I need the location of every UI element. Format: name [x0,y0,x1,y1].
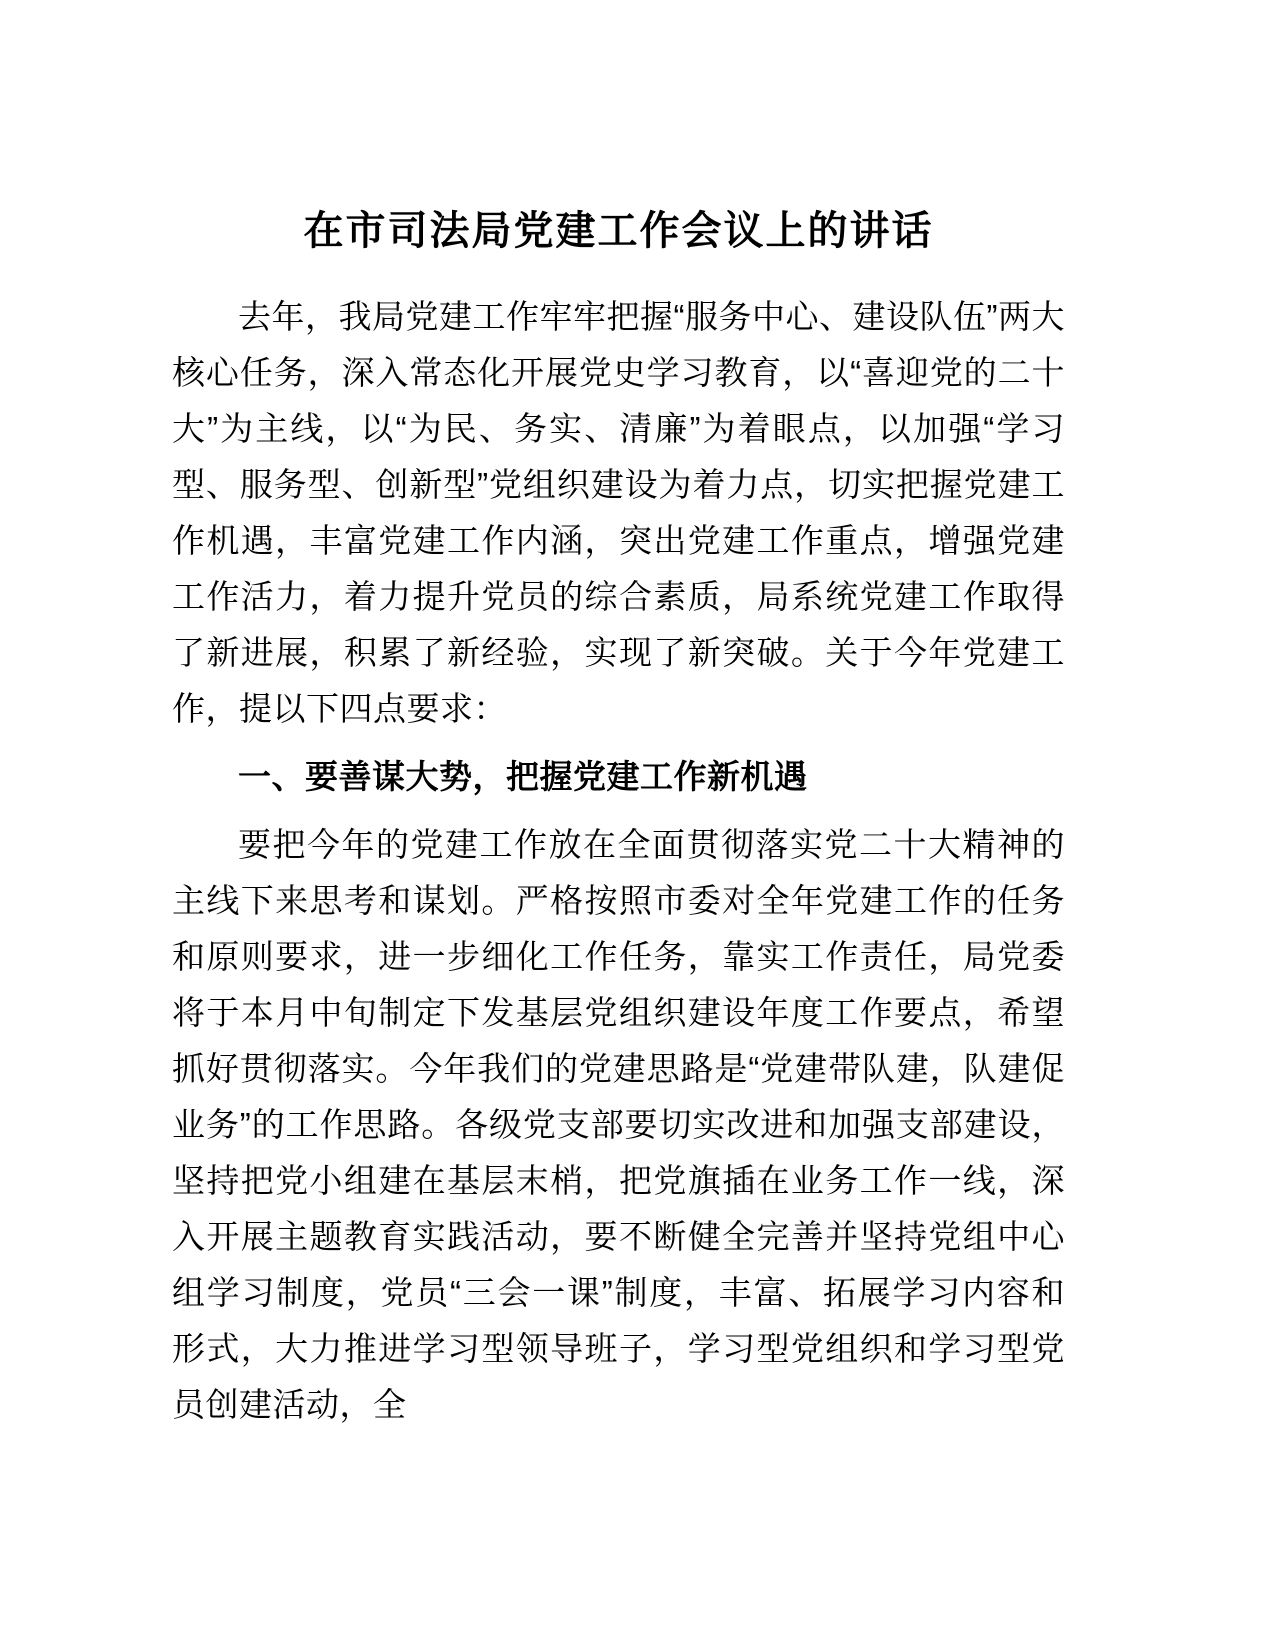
document-title: 在市司法局党建工作会议上的讲话 [303,209,934,253]
paragraph-intro: 去年，我局党建工作牢牢把握“服务中心、建设队伍”两大核心任务，深入常态化开展党史学习教育，以“喜迎党的二十大”为主线，以“为民、务实、清廉”为着眼点，以加强“学习型、服务型、创新型”党组织建设为着力点，切实把握党建工作机遇，丰富党建工作内涵，突出党建工作重点，增强党建工作活力，着力提升党员的综合素质，局系统党建工作取得了新进展，积累了新经验，实现了新突破。关于今年党建工作，提以下四点要求： [172,298,1065,727]
paragraph-section-1: 要把今年的党建工作放在全面贯彻落实党二十大精神的主线下来思考和谋划。严格按照市委对全年党建工作的任务和原则要求，进一步细化工作任务，靠实工作责任，局党委将于本月中旬制定下发基层党组织建设年度工作要点，希望抓好贯彻落实。今年我们的党建思路是“党建带队建，队建促业务”的工作思路。各级党支部要切实改进和加强支部建设，坚持把党小组建在基层末梢，把党旗插在业务工作一线，深入开展主题教育实践活动，要不断健全完善并坚持党组中心组学习制度，党员“三会一课”制度，丰富、拓展学习内容和形式，大力推进学习型领导班子，学习型党组织和学习型党员创建活动，全 [172,826,1065,1423]
section-heading-1: 一、要善谋大势，把握党建工作新机遇 [238,758,808,795]
